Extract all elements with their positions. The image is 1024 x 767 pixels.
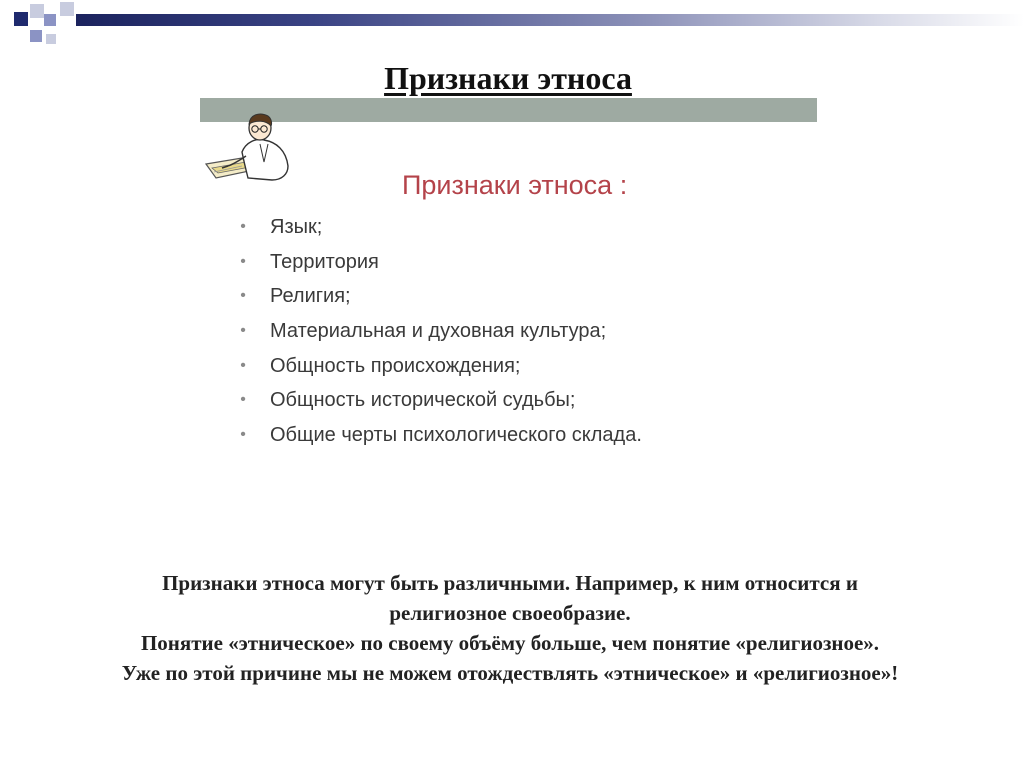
bullet-icon: • bbox=[240, 426, 246, 444]
list-item-text: Язык; bbox=[270, 216, 323, 238]
description-paragraph bbox=[10, 568, 1010, 688]
description-line: Понятие «этническое» по своему объёму больше, чем понятие «религиозное». bbox=[140, 631, 880, 655]
list-item-text: Материальная и духовная культура; bbox=[270, 320, 607, 343]
decor-square bbox=[60, 2, 74, 16]
list-item bbox=[238, 314, 642, 349]
decor-square bbox=[30, 30, 42, 42]
list-item-text: Общие черты психологического склада. bbox=[270, 424, 642, 447]
bullet-icon: • bbox=[240, 322, 246, 340]
bullet-icon: • bbox=[240, 252, 246, 270]
decor-square bbox=[46, 34, 56, 44]
bullet-icon: • bbox=[240, 391, 246, 409]
decor-square bbox=[44, 14, 56, 26]
list-item-text: Общность происхождения; bbox=[270, 354, 521, 377]
list-item bbox=[238, 210, 642, 245]
description-line: Уже по этой причине мы не можем отождествлять «этническое» и «религиозное»! bbox=[121, 661, 899, 685]
description-line: Признаки этноса могут быть различными. Например, к ним относится и bbox=[162, 571, 858, 595]
list-item-text: Территория bbox=[270, 250, 379, 273]
inner-slide-image bbox=[200, 98, 817, 558]
bullet-icon: • bbox=[240, 218, 246, 235]
bullet-icon: • bbox=[240, 287, 246, 305]
list-item bbox=[238, 279, 642, 314]
list-item-text: Религия; bbox=[270, 285, 351, 308]
ethnos-features-list bbox=[238, 210, 642, 453]
bullet-icon: • bbox=[240, 356, 246, 374]
description-line: религиозное своеобразие. bbox=[389, 601, 631, 625]
list-item bbox=[238, 245, 642, 280]
inner-slide-title: Признаки этноса : bbox=[402, 170, 628, 200]
decor-square bbox=[14, 12, 28, 26]
list-item-text: Общность исторической судьбы; bbox=[270, 389, 576, 412]
page-title bbox=[0, 60, 1016, 97]
list-item bbox=[238, 349, 642, 384]
writing-scholar-icon bbox=[202, 106, 294, 188]
list-item bbox=[238, 418, 642, 453]
header-gradient-bar bbox=[76, 14, 1024, 26]
page-title-text: Признаки этноса bbox=[384, 60, 632, 96]
decor-square bbox=[30, 4, 44, 18]
list-item bbox=[238, 383, 642, 418]
